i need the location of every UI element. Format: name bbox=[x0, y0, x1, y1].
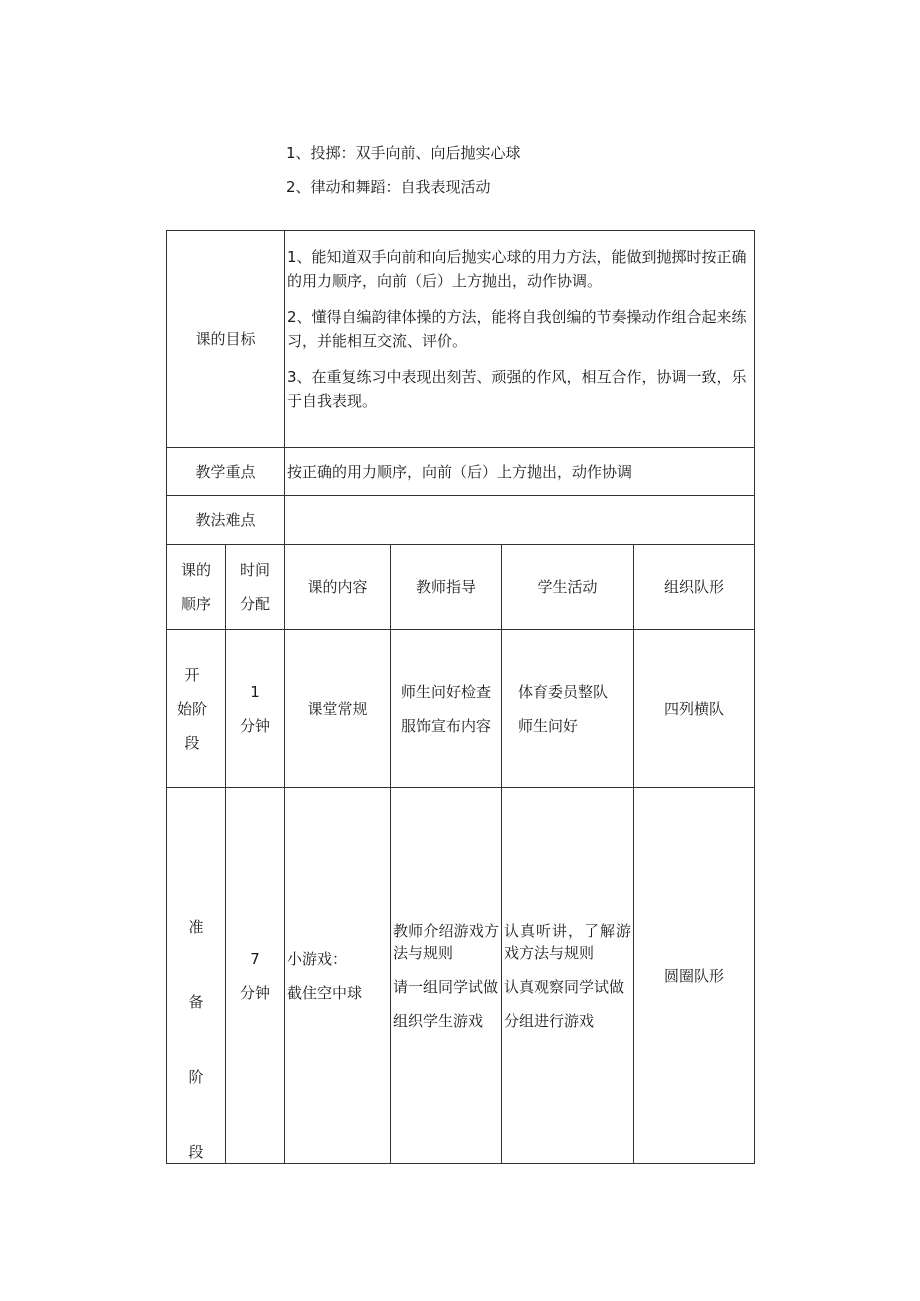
goal-item-1: 1、能知道双手向前和向后抛实心球的用力方法，能做到抛掷时按正确的用力顺序，向前（后）上方抛出，动作协调。 bbox=[287, 248, 747, 290]
phase-time-prep bbox=[226, 788, 285, 1164]
intro-topic-2: 2、律动和舞蹈：自我表现活动 bbox=[286, 178, 491, 196]
intro-topics bbox=[286, 142, 521, 210]
teacher-line-3: 组织学生游戏 bbox=[393, 1011, 484, 1030]
student-line-1: 体育委员整队 bbox=[518, 682, 609, 701]
lesson-plan-table bbox=[166, 230, 755, 1164]
phase-name-prep bbox=[167, 788, 226, 1164]
phase-time-start bbox=[226, 630, 285, 788]
content-line-1: 小游戏： bbox=[287, 949, 348, 968]
phase-prep-char-4: 段 bbox=[188, 1143, 204, 1161]
phase-student-prep bbox=[502, 788, 634, 1164]
header-student: 学生活动 bbox=[502, 545, 634, 630]
phase-start-time-number: 1 bbox=[250, 682, 260, 701]
phase-start-char-3: 段 bbox=[184, 733, 200, 752]
student-line-2: 认真观察同学试做 bbox=[504, 977, 625, 996]
phase-start-char-2: 始阶 bbox=[176, 699, 207, 718]
teacher-line-2: 服饰宣布内容 bbox=[401, 716, 492, 735]
key-point-label: 教学重点 bbox=[167, 448, 285, 496]
teacher-line-1: 教师介绍游戏方法与规则 bbox=[393, 921, 500, 962]
phase-prep-char-3: 阶 bbox=[188, 1068, 204, 1086]
phase-name-start bbox=[167, 630, 226, 788]
difficulty-row bbox=[167, 496, 755, 545]
goal-item-2: 2、懂得自编韵律体操的方法，能将自我创编的节奏操动作组合起来练习，并能相互交流、评价。 bbox=[287, 308, 747, 350]
header-order-line-2: 顺序 bbox=[180, 595, 211, 613]
header-time bbox=[226, 545, 285, 630]
header-order-line-1: 课的 bbox=[180, 561, 211, 579]
student-line-3: 分组进行游戏 bbox=[504, 1011, 595, 1030]
teacher-line-2: 请一组同学试做 bbox=[393, 977, 499, 996]
phase-prep-char-2: 备 bbox=[188, 993, 204, 1011]
header-order bbox=[167, 545, 226, 630]
phase-row-start bbox=[167, 630, 755, 788]
phase-start-char-1: 开 bbox=[184, 665, 200, 684]
phase-prep-char-1: 准 bbox=[188, 918, 204, 936]
student-line-2: 师生问好 bbox=[518, 716, 579, 735]
intro-topic-1: 1、投掷：双手向前、向后抛实心球 bbox=[286, 144, 521, 162]
header-time-line-2: 分配 bbox=[240, 595, 271, 613]
goals-row bbox=[167, 231, 755, 448]
goal-item-3: 3、在重复练习中表现出刻苦、顽强的作风，相互合作，协调一致，乐于自我表现。 bbox=[287, 368, 747, 410]
phase-student-start bbox=[502, 630, 634, 788]
phase-start-time-unit: 分钟 bbox=[240, 716, 271, 735]
phase-teacher-start bbox=[391, 630, 502, 788]
key-point-value: 按正确的用力顺序，向前（后）上方抛出，动作协调 bbox=[285, 448, 755, 496]
header-content: 课的内容 bbox=[285, 545, 391, 630]
teacher-line-1: 师生问好检查 bbox=[401, 682, 492, 701]
phase-formation-prep: 圆圈队形 bbox=[634, 788, 755, 1164]
phase-content-prep bbox=[285, 788, 391, 1164]
phase-content-start: 课堂常规 bbox=[285, 630, 391, 788]
header-teacher: 教师指导 bbox=[391, 545, 502, 630]
phase-teacher-prep bbox=[391, 788, 502, 1164]
phase-prep-time-number: 7 bbox=[250, 949, 260, 968]
difficulty-value bbox=[285, 496, 755, 545]
phase-formation-start: 四列横队 bbox=[634, 630, 755, 788]
header-time-line-1: 时间 bbox=[240, 561, 271, 579]
goals-label: 课的目标 bbox=[167, 231, 285, 448]
content-line-2: 截住空中球 bbox=[287, 983, 363, 1002]
difficulty-label: 教法难点 bbox=[167, 496, 285, 545]
key-point-row bbox=[167, 448, 755, 496]
header-row bbox=[167, 545, 755, 630]
phase-prep-time-unit: 分钟 bbox=[240, 983, 271, 1002]
header-formation: 组织队形 bbox=[634, 545, 755, 630]
student-line-1: 认真听讲，了解游戏方法与规则 bbox=[504, 921, 632, 962]
phase-row-prep bbox=[167, 788, 755, 1164]
goals-content bbox=[285, 231, 755, 448]
